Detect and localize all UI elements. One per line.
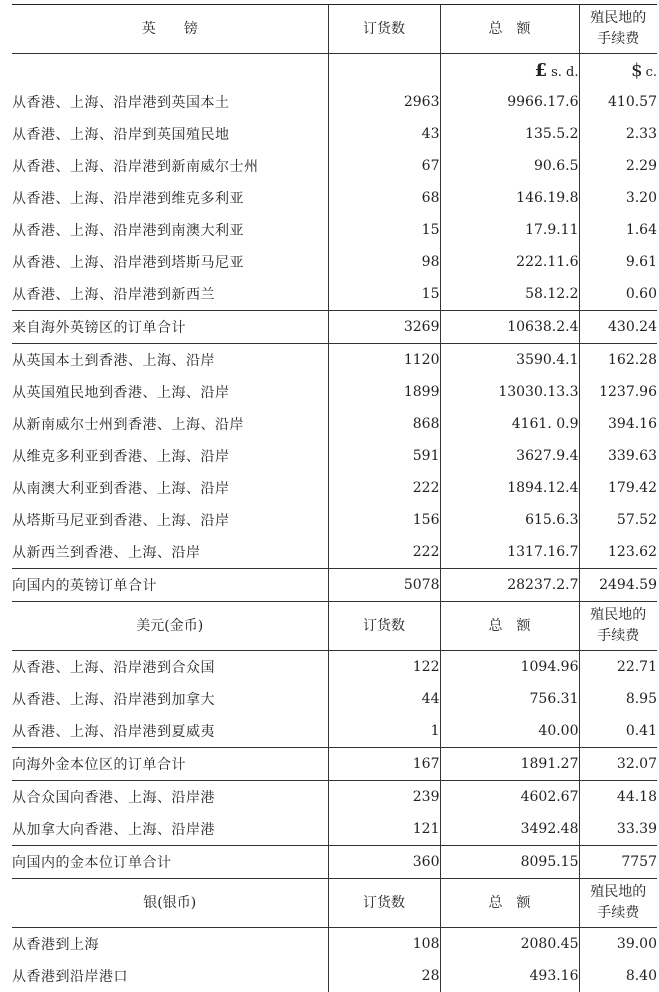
order-count: 868 bbox=[328, 408, 440, 440]
table-row bbox=[12, 683, 657, 715]
route-label: 从香港、上海、沿岸港到夏威夷 bbox=[12, 715, 328, 748]
total-amount: 2080.45 bbox=[440, 928, 579, 961]
table-row bbox=[12, 118, 657, 150]
total-amount: 28237.2.7 bbox=[440, 569, 579, 602]
total-amount: 10638.2.4 bbox=[440, 311, 579, 344]
colonial-fee: 8.40 bbox=[579, 960, 657, 992]
order-count: 15 bbox=[328, 278, 440, 311]
order-count: 156 bbox=[328, 504, 440, 536]
total-amount: 9966.17.6 bbox=[440, 86, 579, 118]
orders-column-header: 订货数 bbox=[328, 879, 440, 928]
colonial-fee: 44.18 bbox=[579, 781, 657, 814]
table-row bbox=[12, 536, 657, 569]
total-amount: 3627.9.4 bbox=[440, 440, 579, 472]
order-count: 1 bbox=[328, 715, 440, 748]
total-amount: 40.00 bbox=[440, 715, 579, 748]
route-label: 从英国本土到香港、上海、沿岸 bbox=[12, 344, 328, 377]
route-label: 从维克多利亚到香港、上海、沿岸 bbox=[12, 440, 328, 472]
total-amount: 1094.96 bbox=[440, 651, 579, 684]
orders-column-header: 订货数 bbox=[328, 5, 440, 54]
table-row bbox=[12, 408, 657, 440]
table-row bbox=[12, 376, 657, 408]
route-label: 来自海外英镑区的订单合计 bbox=[12, 311, 328, 344]
total-amount: 13030.13.3 bbox=[440, 376, 579, 408]
order-count: 222 bbox=[328, 472, 440, 504]
colonial-fee: 22.71 bbox=[579, 651, 657, 684]
colonial-fee: 394.16 bbox=[579, 408, 657, 440]
section-title: 英 镑 bbox=[12, 5, 328, 54]
order-count: 1899 bbox=[328, 376, 440, 408]
route-label: 向海外金本位区的订单合计 bbox=[12, 748, 328, 781]
colonial-fee: 1.64 bbox=[579, 214, 657, 246]
colonial-fee: 179.42 bbox=[579, 472, 657, 504]
total-amount: 1894.12.4 bbox=[440, 472, 579, 504]
order-count: 108 bbox=[328, 928, 440, 961]
colonial-fee: 8.95 bbox=[579, 683, 657, 715]
colonial-fee: 0.60 bbox=[579, 278, 657, 311]
route-label: 从香港、上海、沿岸到英国殖民地 bbox=[12, 118, 328, 150]
table-row bbox=[12, 813, 657, 846]
table-row bbox=[12, 651, 657, 684]
order-count: 121 bbox=[328, 813, 440, 846]
route-label: 从加拿大向香港、上海、沿岸港 bbox=[12, 813, 328, 846]
route-label: 从合众国向香港、上海、沿岸港 bbox=[12, 781, 328, 814]
total-amount: 3590.4.1 bbox=[440, 344, 579, 377]
route-label: 向国内的金本位订单合计 bbox=[12, 846, 328, 879]
order-count: 360 bbox=[328, 846, 440, 879]
total-amount: 8095.15 bbox=[440, 846, 579, 879]
route-label: 从英国殖民地到香港、上海、沿岸 bbox=[12, 376, 328, 408]
table-row bbox=[12, 214, 657, 246]
total-column-header: 总 额 bbox=[440, 602, 579, 651]
route-label: 从香港到上海 bbox=[12, 928, 328, 961]
subtotal-row bbox=[12, 311, 657, 344]
colonial-fee: 3.20 bbox=[579, 182, 657, 214]
fee-column-header: 殖民地的 手续费 bbox=[579, 5, 657, 54]
route-label: 从新南威尔士州到香港、上海、沿岸 bbox=[12, 408, 328, 440]
total-amount: 146.19.8 bbox=[440, 182, 579, 214]
order-count: 67 bbox=[328, 150, 440, 182]
table-row bbox=[12, 182, 657, 214]
order-count: 239 bbox=[328, 781, 440, 814]
colonial-fee: 39.00 bbox=[579, 928, 657, 961]
total-amount: 17.9.11 bbox=[440, 214, 579, 246]
section-title: 银(银币) bbox=[12, 879, 328, 928]
route-label: 从香港、上海、沿岸港到新西兰 bbox=[12, 278, 328, 311]
order-count: 5078 bbox=[328, 569, 440, 602]
table-row bbox=[12, 86, 657, 118]
colonial-fee: 33.39 bbox=[579, 813, 657, 846]
subtotal-row bbox=[12, 569, 657, 602]
subtotal-row bbox=[12, 748, 657, 781]
route-label: 从香港、上海、沿岸港到南澳大利亚 bbox=[12, 214, 328, 246]
colonial-fee: 32.07 bbox=[579, 748, 657, 781]
total-amount: 58.12.2 bbox=[440, 278, 579, 311]
total-amount: 756.31 bbox=[440, 683, 579, 715]
units-row bbox=[12, 54, 657, 87]
section-header-row bbox=[12, 602, 657, 651]
colonial-fee: 2.33 bbox=[579, 118, 657, 150]
total-amount: 90.6.5 bbox=[440, 150, 579, 182]
table-row bbox=[12, 504, 657, 536]
route-label: 从塔斯马尼亚到香港、上海、沿岸 bbox=[12, 504, 328, 536]
subtotal-row bbox=[12, 846, 657, 879]
table-row bbox=[12, 246, 657, 278]
units-blank bbox=[328, 54, 440, 87]
table-row bbox=[12, 960, 657, 992]
total-amount: 3492.48 bbox=[440, 813, 579, 846]
order-count: 3269 bbox=[328, 311, 440, 344]
fee-column-header: 殖民地的 手续费 bbox=[579, 602, 657, 651]
route-label: 从香港、上海、沿岸港到英国本土 bbox=[12, 86, 328, 118]
total-amount: 1891.27 bbox=[440, 748, 579, 781]
table-row bbox=[12, 440, 657, 472]
table-row bbox=[12, 344, 657, 377]
route-label: 从南澳大利亚到香港、上海、沿岸 bbox=[12, 472, 328, 504]
colonial-fee: 430.24 bbox=[579, 311, 657, 344]
total-amount: 615.6.3 bbox=[440, 504, 579, 536]
section-title: 美元(金币) bbox=[12, 602, 328, 651]
total-amount: 493.16 bbox=[440, 960, 579, 992]
colonial-fee: 339.63 bbox=[579, 440, 657, 472]
money-order-table bbox=[12, 4, 657, 992]
table-row bbox=[12, 715, 657, 748]
table-row bbox=[12, 150, 657, 182]
route-label: 从香港、上海、沿岸港到维克多利亚 bbox=[12, 182, 328, 214]
route-label: 从香港、上海、沿岸港到合众国 bbox=[12, 651, 328, 684]
sd-unit: s. d. bbox=[551, 65, 578, 80]
section-header-row bbox=[12, 879, 657, 928]
order-count: 98 bbox=[328, 246, 440, 278]
order-count: 68 bbox=[328, 182, 440, 214]
total-column-header: 总 额 bbox=[440, 5, 579, 54]
total-unit-label bbox=[440, 54, 579, 87]
order-count: 222 bbox=[328, 536, 440, 569]
fee-unit-label bbox=[579, 54, 657, 87]
order-count: 15 bbox=[328, 214, 440, 246]
total-amount: 4602.67 bbox=[440, 781, 579, 814]
fee-column-header: 殖民地的 手续费 bbox=[579, 879, 657, 928]
order-count: 2963 bbox=[328, 86, 440, 118]
colonial-fee: 2.29 bbox=[579, 150, 657, 182]
order-count: 591 bbox=[328, 440, 440, 472]
order-count: 1120 bbox=[328, 344, 440, 377]
orders-column-header: 订货数 bbox=[328, 602, 440, 651]
colonial-fee: 162.28 bbox=[579, 344, 657, 377]
order-count: 167 bbox=[328, 748, 440, 781]
route-label: 向国内的英镑订单合计 bbox=[12, 569, 328, 602]
total-column-header: 总 额 bbox=[440, 879, 579, 928]
route-label: 从香港到沿岸港口 bbox=[12, 960, 328, 992]
colonial-fee: 57.52 bbox=[579, 504, 657, 536]
colonial-fee: 7757 bbox=[579, 846, 657, 879]
total-amount: 222.11.6 bbox=[440, 246, 579, 278]
colonial-fee: 123.62 bbox=[579, 536, 657, 569]
route-label: 从香港、上海、沿岸港到新南威尔士州 bbox=[12, 150, 328, 182]
table-row bbox=[12, 278, 657, 311]
table-row bbox=[12, 928, 657, 961]
dollar-sign: $ bbox=[631, 60, 642, 81]
pound-sign: £ bbox=[535, 60, 548, 81]
colonial-fee: 9.61 bbox=[579, 246, 657, 278]
colonial-fee: 410.57 bbox=[579, 86, 657, 118]
order-count: 44 bbox=[328, 683, 440, 715]
route-label: 从香港、上海、沿岸港到加拿大 bbox=[12, 683, 328, 715]
table-row bbox=[12, 472, 657, 504]
section-header-row bbox=[12, 5, 657, 54]
total-amount: 1317.16.7 bbox=[440, 536, 579, 569]
total-amount: 4161. 0.9 bbox=[440, 408, 579, 440]
units-blank bbox=[12, 54, 328, 87]
order-count: 122 bbox=[328, 651, 440, 684]
colonial-fee: 0.41 bbox=[579, 715, 657, 748]
colonial-fee: 2494.59 bbox=[579, 569, 657, 602]
cent-unit: c. bbox=[646, 65, 657, 80]
order-count: 43 bbox=[328, 118, 440, 150]
order-count: 28 bbox=[328, 960, 440, 992]
table-row bbox=[12, 781, 657, 814]
total-amount: 135.5.2 bbox=[440, 118, 579, 150]
colonial-fee: 1237.96 bbox=[579, 376, 657, 408]
table-body bbox=[12, 5, 657, 992]
route-label: 从新西兰到香港、上海、沿岸 bbox=[12, 536, 328, 569]
route-label: 从香港、上海、沿岸港到塔斯马尼亚 bbox=[12, 246, 328, 278]
